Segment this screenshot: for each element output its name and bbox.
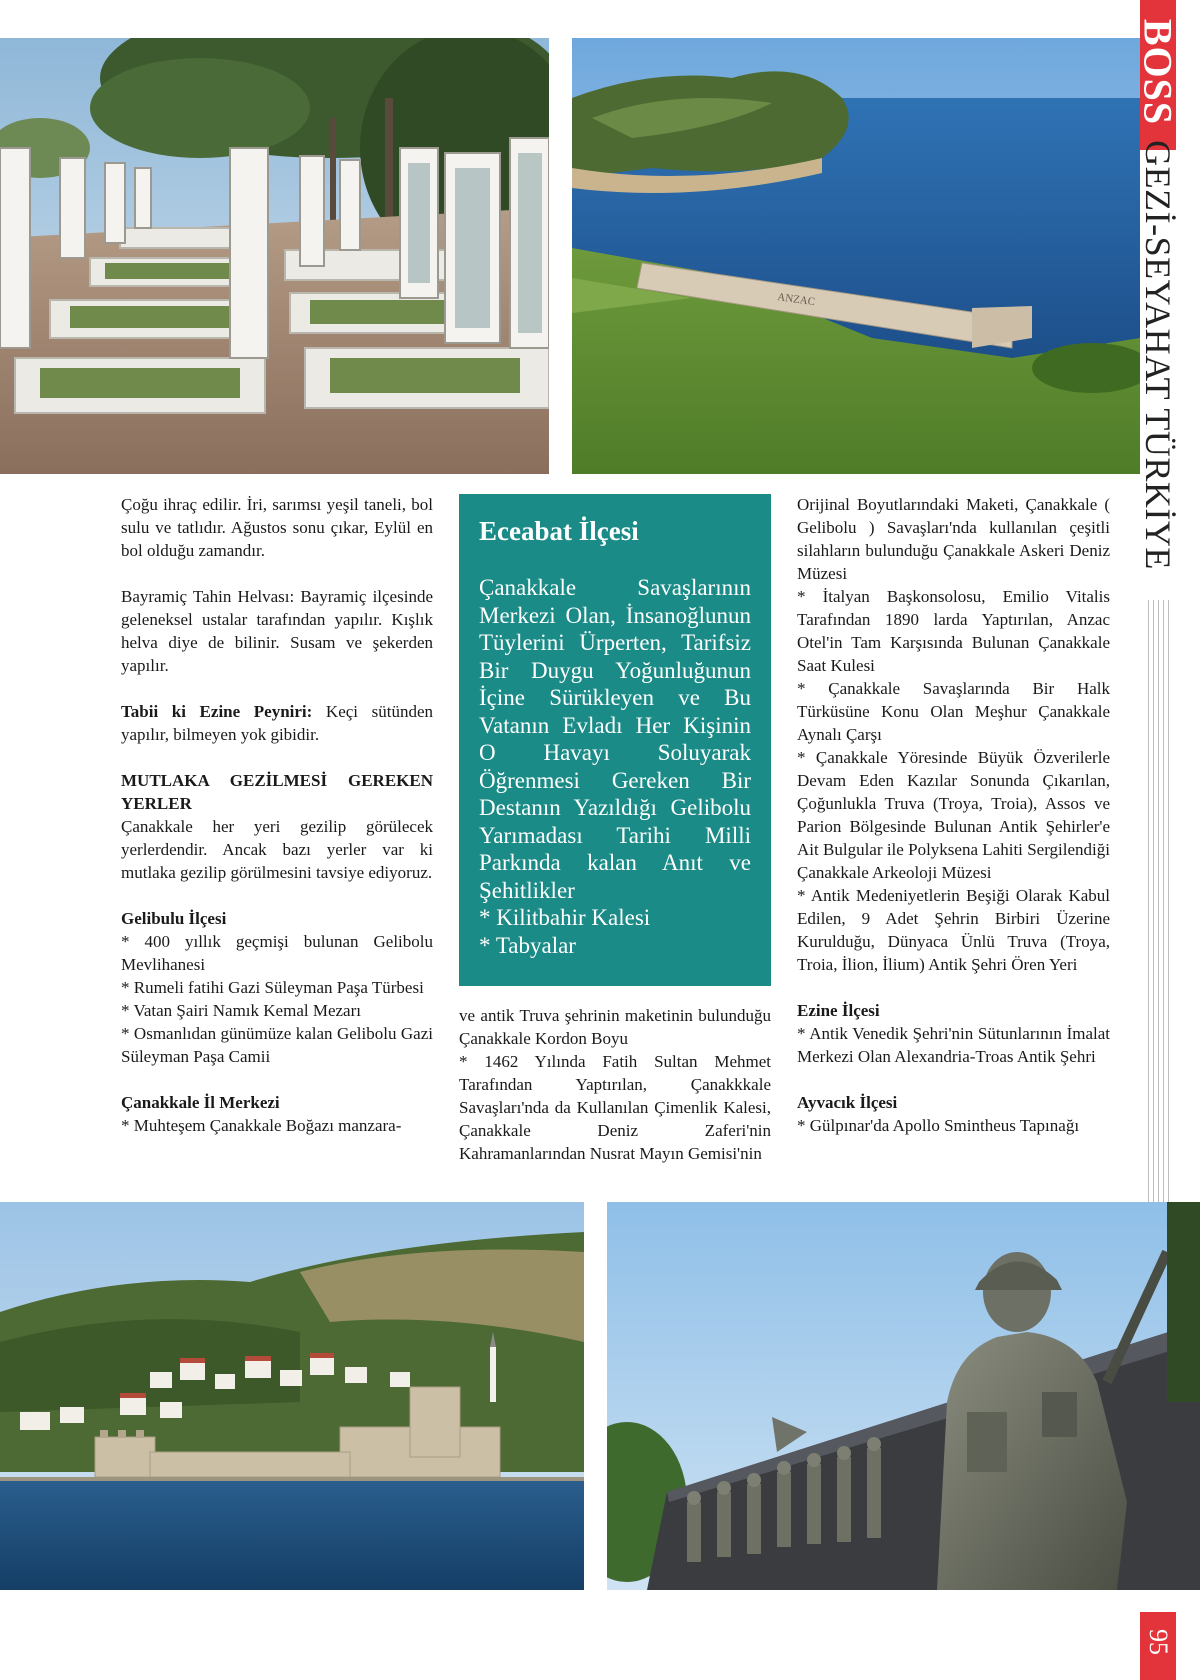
heading-canakkale-merkez: Çanakkale İl Merkezi: [121, 1093, 280, 1112]
brand-logo: BOSS: [1135, 18, 1181, 126]
list-item: * Çanakkale Savaşlarında Bir Halk Türküsüne Konu Olan Meşhur Çanakkale Aynalı Çarşı: [797, 679, 1110, 744]
monument-statue-photo: [607, 1202, 1200, 1590]
list-item: * Antik Venedik Şehri'nin Sütunlarının İmalat Merkezi Olan Alexandria-Troas Antik Şehri: [797, 1024, 1110, 1066]
list-item: * Gülpınar'da Apollo Smintheus Tapınağı: [797, 1116, 1080, 1135]
list-item: * Muhteşem Çanakkale Boğazı manzara-: [121, 1116, 402, 1135]
list-item: * 400 yıllık geçmişi bulunan Gelibolu Mevlihanesi: [121, 932, 433, 974]
ezine-cheese-label: Tabii ki Ezine Peyniri:: [121, 702, 313, 721]
paragraph-kordon-boyu: ve antik Truva şehrinin maketinin bulunduğu Çanakkale Kordon Boyu: [459, 1006, 771, 1048]
eceabat-highlight-box: [459, 494, 771, 986]
gelibolu-section: [121, 907, 433, 1068]
eceabat-title: Eceabat İlçesi: [479, 516, 639, 546]
eceabat-description: Çanakkale Savaşlarının Merkezi Olan, İnsanoğlunun Tüylerini Ürperten, Tarifsiz Bir Duygu Yoğunluğunun İçine Sürükleyen ve Bu Vatanın Evladı Her Kişinin O Havayı Soluyarak Öğrenmesi Gereken Bir Destanın Yazıldığı Gelibolu Yarımadası Tarihi Milli Parkında kalan Anıt ve Şehitlikler: [479, 575, 751, 903]
paragraph-must-visit: Çanakkale her yeri gezilip görülecek yerlerdendir. Ancak bazı yerler var ki mutlaka gezilip görülmesini tavsiye ediyoruz.: [121, 817, 433, 882]
kilitbahir-castle-photo: [0, 1202, 584, 1590]
list-item: * Kilitbahir Kalesi: [479, 905, 651, 930]
paragraph-tahin-helva: Bayramiç Tahin Helvası: Bayramiç ilçesinde geleneksel ustalar tarafından yapılır. Kışlık helva diye de bilinir. Susam ve şekerden yapılır.: [121, 587, 433, 675]
anzac-cove-photo: [572, 38, 1140, 474]
heading-gelibolu: Gelibulu İlçesi: [121, 909, 227, 928]
anzac-inscription: ANZAC: [776, 291, 816, 309]
paragraph-ezine-cheese: [121, 700, 433, 746]
page-number: 95: [1144, 1629, 1173, 1655]
text-column-2: [459, 1004, 771, 1165]
section-title-strip: [1138, 140, 1178, 570]
heading-must-visit: MUTLAKA GEZİLMESİ GEREKEN YERLER: [121, 771, 433, 813]
page-number-tab: [1140, 1612, 1176, 1680]
brand-tab: [1135, 0, 1181, 150]
text-column-3: [797, 493, 1110, 1137]
text-column-1: [121, 493, 433, 1137]
list-item: * İtalyan Başkonsolosu, Emilio Vitalis Tarafından 1890 larda Yaptırılan, Anzac Otel'in Tam Karşısında Bulunan Çanakkale Saat Kulesi: [797, 587, 1110, 675]
paragraph-naval-museum: Orijinal Boyutlarındaki Maketi, Çanakkale ( Gelibolu ) Savaşları'nda kullanılan çeşitli silahların bulunduğu Çanakkale Askeri Deniz Müzesi: [797, 495, 1110, 583]
list-item: * Osmanlıdan günümüze kalan Gelibolu Gazi Süleyman Paşa Camii: [121, 1024, 433, 1066]
paragraph-cimenlik: * 1462 Yılında Fatih Sultan Mehmet Tarafından Yaptırılan, Çanakkkale Savaşları'nda da Kullanılan Çimenlik Kalesi, Çanakkale Deniz Zaferi'nin Kahramanlarından Nusrat Mayın Gemisi'nin: [459, 1052, 771, 1163]
heading-ayvacik: Ayvacık İlçesi: [797, 1093, 898, 1112]
list-item: * Antik Medeniyetlerin Beşiği Olarak Kabul Edilen, 9 Adet Şehrin Birbiri Üzerine Kurulduğu, Dünyaca Ünlü Truva (Troya, Troia, İlion, İlium) Antik Şehri Ören Yeri: [797, 886, 1110, 974]
ezine-cheese-text: Keçi sütünden yapılır, bilmeyen yok gibidir.: [121, 702, 433, 744]
eceabat-body: [479, 574, 751, 959]
list-item: * Vatan Şairi Namık Kemal Mezarı: [121, 1001, 361, 1020]
heading-ezine: Ezine İlçesi: [797, 1001, 880, 1020]
section-title: GEZİ-SEYAHAT TÜRKİYE: [1138, 140, 1178, 570]
list-item: * Tabyalar: [479, 932, 576, 958]
list-item: * Rumeli fatihi Gazi Süleyman Paşa Türbesi: [121, 978, 424, 997]
paragraph-grapes: Çoğu ihraç edilir. İri, sarımsı yeşil taneli, bol sulu ve tatlıdır. Ağustos sonu çıkar, Eylül en bol olduğu zamandır.: [121, 495, 433, 560]
list-item: * Çanakkale Yöresinde Büyük Özverilerle Devam Eden Kazılar Sonunda Çıkarılan, Çoğunlukla Truva (Troya, Troia), Assos ve Parion Bölgesinde Bulunan Antik Şehirler'e Ait Bulgular ile Polyksena Lahiti Sergilendiği Çanakkale Arkeoloji Müzesi: [797, 748, 1110, 882]
cemetery-photo: [0, 38, 549, 474]
